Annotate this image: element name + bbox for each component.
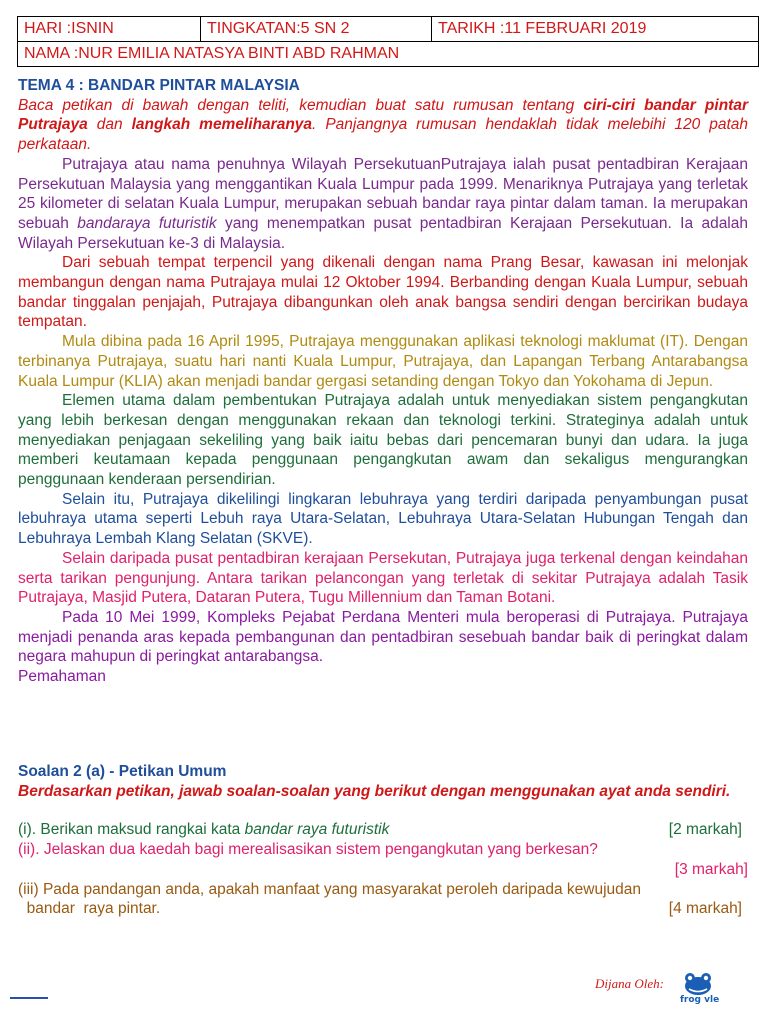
- tingkatan-cell: [201, 17, 432, 42]
- tarikh-label: TARIKH :: [438, 20, 505, 37]
- question-text: bandar raya pintar.: [18, 900, 161, 918]
- tarikh-cell: [432, 17, 759, 42]
- tingkatan-value: 5 SN 2: [300, 20, 350, 37]
- nama-value: NUR EMILIA NATASYA BINTI ABD RAHMAN: [78, 45, 400, 62]
- instruction-text: Baca petikan di bawah dengan teliti, kemudian buat satu rumusan tentang: [18, 96, 584, 114]
- instruction-text: . Panjangnya rumusan hendaklah tidak melebihi 120 patah perkataan.: [18, 116, 748, 154]
- tema-title: TEMA 4 : BANDAR PINTAR MALAYSIA: [18, 77, 300, 94]
- paragraph-text: yang menempatkan pusat pentadbiran Kerajaan Persekutuan. Ia adalah Wilayah Persekutuan ke-3 di Malaysia.: [18, 214, 748, 252]
- question-2-mark: [3 markah]: [674, 860, 748, 878]
- generated-by-label: Dijana Oleh:: [595, 976, 664, 991]
- paragraph-7: Pada 10 Mei 1999, Kompleks Pejabat Perdana Menteri mula beroperasi di Putrajaya. Putrajaya menjadi penanda aras kepada pembangunan dan pentadbiran sesebuah bandar baik di peringkat dalam negara mahupun di peringkat antarabangsa.: [18, 608, 748, 666]
- tingkatan-label: TINGKATAN:: [207, 20, 301, 37]
- question-2: (ii). Jelaskan dua kaedah bagi merealisasikan sistem pengangkutan yang berkesan?: [18, 841, 598, 859]
- summary-instruction: [18, 96, 748, 155]
- student-info-table: [17, 16, 759, 67]
- frog-vle-logo-text: frog vle: [680, 995, 720, 1005]
- questions-section: [18, 762, 748, 919]
- passage-section: [18, 76, 748, 687]
- pemahaman-label: Pemahaman: [18, 668, 106, 686]
- paragraph-1: [18, 155, 748, 254]
- paragraph-text: Putrajaya atau nama penuhnya Wilayah PersekutuanPutrajaya ialah pusat pentadbiran Kerajaan Persekutuan Malaysia yang menggantikan Kuala Lumpur pada 1999. Menariknya Putrajaya yang terletak 25 kilometer di selatan Kuala Lumpur, merupakan sebuah bandar raya pintar dalam taman. Ia merupakan sebuah: [18, 155, 748, 232]
- question-3-mark: [4 markah]: [668, 900, 742, 918]
- paragraph-4: Elemen utama dalam pembentukan Putrajaya adalah untuk menyediakan sistem pengangkutan yang lebih berkesan dengan menggunakan rekaan dan teknologi terkini. Strateginya adalah untuk menyediakan penjagaan sekeliling yang baik iaitu bebas dari pencemaran bunyi dan udara. Ia juga memberi keutamaan kepada penggunaan pengangkutan awam dan sekaligus mengurangkan penggunaan kenderaan persendirian.: [18, 392, 748, 489]
- spacer: [18, 801, 748, 820]
- question-text: (i). Berikan maksud rangkai kata: [18, 821, 245, 839]
- paragraph-6: Selain daripada pusat pentadbiran kerajaan Persekutan, Putrajaya juga terkenal dengan keindahan serta tarikan pengunjung. Antara tarikan pelancongan yang terletak di sekitar Putrajaya adalah Tasik Putrajaya, Masjid Putera, Dataran Putera, Tugu Millennium dan Taman Botani.: [18, 549, 748, 607]
- instruction-bold-langkah: langkah memeliharanya: [131, 116, 313, 134]
- question-1: [18, 820, 748, 840]
- hari-cell: [18, 17, 201, 42]
- soalan-instruction: Berdasarkan petikan, jawab soalan-soalan yang berikut dengan menggunakan ayat anda sendiri.: [18, 782, 731, 800]
- question-2-mark-row: [18, 860, 748, 880]
- paragraph-3: Mula dibina pada 16 April 1995, Putrajaya menggunakan aplikasi teknologi maklumat (IT). Dengan terbinanya Putrajaya, suatu hari nanti Kuala Lumpur, Putrajaya, dan Lapangan Terbang Antarabangsa Kuala Lumpur (KLIA) akan menjadi bandar gergasi setanding dengan Tokyo dan Yokohama di Jepun.: [18, 333, 748, 390]
- instruction-bold-ciri: ciri-ciri bandar pintar Putrajaya: [18, 96, 748, 134]
- soalan-title: Soalan 2 (a) - Petikan Umum: [18, 763, 227, 780]
- question-italic-term: bandar raya futuristik: [244, 821, 390, 839]
- question-3-line-2: [18, 899, 748, 919]
- footer-link-underline[interactable]: [10, 997, 48, 999]
- hari-value: ISNIN: [71, 20, 114, 37]
- nama-cell: [18, 42, 759, 67]
- question-3: (iii) Pada pandangan anda, apakah manfaat yang masyarakat peroleh daripada kewujudan: [18, 880, 642, 898]
- tarikh-value: 11 FEBRUARI 2019: [504, 20, 647, 37]
- question-1-mark: [2 markah]: [668, 821, 742, 839]
- nama-label: NAMA :: [24, 45, 79, 62]
- hari-label: HARI :: [24, 20, 72, 37]
- instruction-text: dan: [87, 116, 132, 134]
- paragraph-2: Dari sebuah tempat terpencil yang dikenali dengan nama Prang Besar, kawasan ini melonjak membangun dengan nama Putrajaya mulai 12 Oktober 1994. Berbanding dengan Kuala Lumpur, sebuah bandar tinggalan penjajah, Putrajaya dibangunkan oleh anak bangsa sendiri dengan bercirikan budaya tempatan.: [18, 254, 748, 331]
- paragraph-italic-term: bandaraya futuristik: [77, 214, 217, 232]
- paragraph-5: Selain itu, Putrajaya dikelilingi lingkaran lebuhraya yang terdiri daripada penyambungan pusat lebuhraya utama seperti Lebuh raya Utara-Selatan, Lebuhraya Utara-Selatan Hubungan Tengah dan Lebuhraya Lembah Klang Selatan (SKVE).: [18, 490, 748, 548]
